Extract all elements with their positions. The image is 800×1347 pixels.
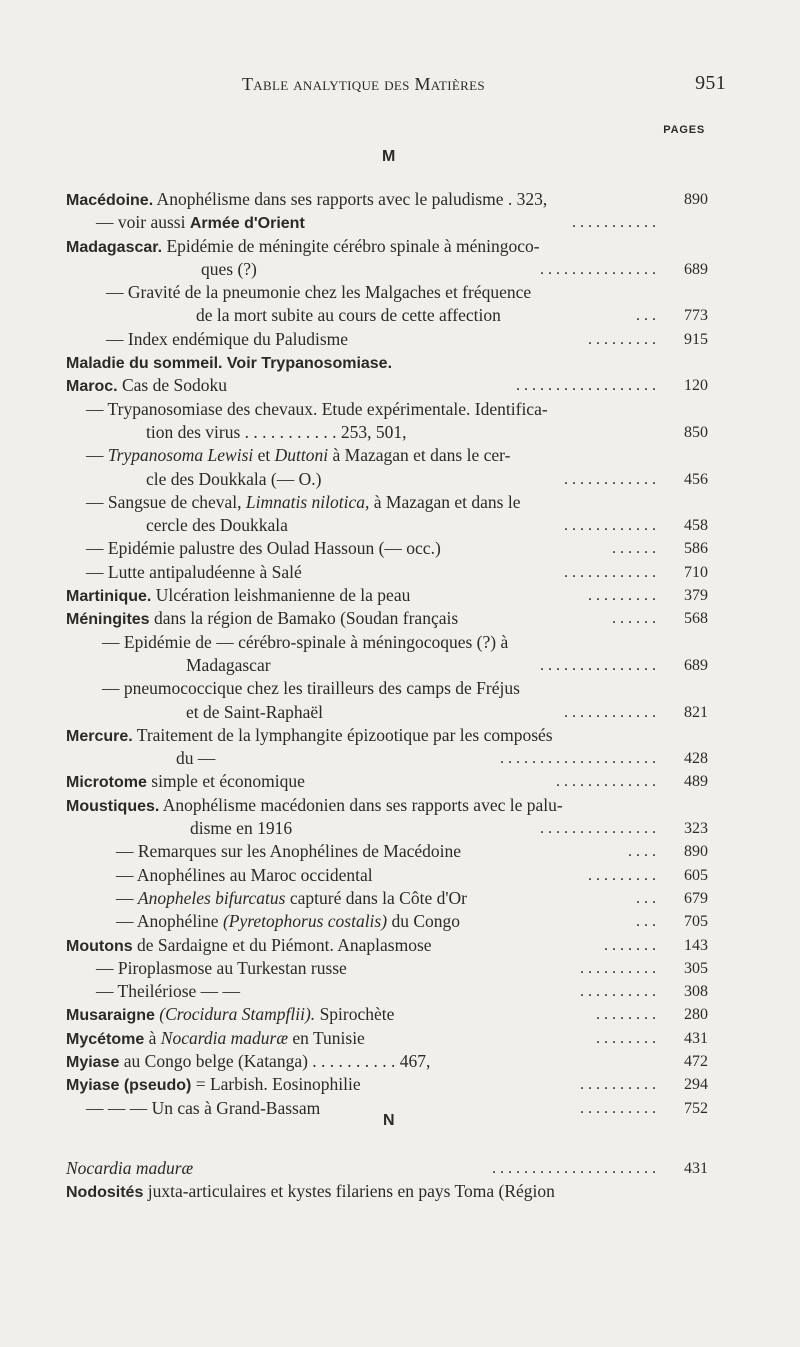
headword: Maroc. bbox=[66, 378, 118, 396]
page-reference: 280 bbox=[684, 1006, 708, 1024]
italic-term: Anopheles bifurcatus bbox=[137, 887, 286, 908]
text-run: Madagascar bbox=[186, 654, 271, 675]
index-line bbox=[66, 304, 708, 327]
index-line bbox=[66, 957, 708, 980]
text-run: Ulcération leishmanienne de la peau bbox=[151, 585, 411, 606]
dot-leader: . . . . . . . . bbox=[596, 1029, 656, 1047]
text-run: du — bbox=[176, 748, 216, 769]
page-reference: 568 bbox=[684, 610, 708, 628]
dot-leader: . . . bbox=[636, 913, 656, 931]
dot-leader: . . . . . . . . . . . . bbox=[564, 517, 656, 535]
text-run: — Epidémie palustre des Oulad Hassoun (— occ.) bbox=[86, 538, 441, 559]
entry-text bbox=[66, 584, 410, 608]
text-run: cercle des Doukkala bbox=[146, 515, 288, 536]
index-line bbox=[66, 444, 708, 467]
text-run: — Gravité de la pneumonie chez les Malgaches et fréquence bbox=[106, 282, 532, 303]
entry-text bbox=[66, 934, 432, 958]
index-line bbox=[66, 887, 708, 910]
text-run: et bbox=[253, 445, 275, 466]
running-title: Table analytique des Matières bbox=[242, 74, 485, 94]
index-line bbox=[66, 468, 708, 491]
headword: Méningites bbox=[66, 611, 150, 629]
page-reference: 294 bbox=[684, 1076, 708, 1094]
dot-leader: . . . . . . . . . . . . . . . . . . bbox=[516, 377, 656, 395]
page-reference: 821 bbox=[684, 703, 708, 721]
entry-text bbox=[66, 1003, 394, 1027]
page-reference: 752 bbox=[684, 1099, 708, 1117]
text-run: = Larbish. Eosinophilie bbox=[191, 1074, 361, 1095]
text-run: — Piroplasmose au Turkestan russe bbox=[96, 957, 347, 978]
dot-leader: . . . . . . . . . . . . bbox=[564, 703, 656, 721]
page-reference: 890 bbox=[684, 843, 708, 861]
text-run: — Remarques sur les Anophélines de Macédoine bbox=[116, 841, 462, 862]
dot-leader: . . . . . . . . . . . . . . . . . . . . bbox=[500, 750, 656, 768]
text-run: au Congo belge (Katanga) . . . . . . . . . . 467, bbox=[119, 1050, 431, 1071]
section-letter-m: M bbox=[382, 148, 396, 165]
text-run: Spirochète bbox=[315, 1004, 395, 1025]
entry-text bbox=[86, 398, 548, 421]
index-line bbox=[66, 421, 708, 444]
headword: Armée d'Orient bbox=[189, 215, 305, 233]
text-run: capturé dans la Côte d'Or bbox=[285, 887, 467, 908]
text-run: — pneumococcique chez les tirailleurs des camps de Fréjus bbox=[102, 678, 520, 699]
entry-text bbox=[176, 747, 215, 770]
page-reference: 428 bbox=[684, 750, 708, 768]
headword: Myiase (pseudo) bbox=[66, 1077, 192, 1095]
entry-text bbox=[66, 235, 540, 259]
text-run: — Anophéline bbox=[116, 911, 223, 932]
page-reference: 850 bbox=[684, 423, 708, 441]
entry-text bbox=[102, 631, 508, 654]
entry-text bbox=[86, 537, 441, 560]
headword: Mercure. bbox=[66, 727, 133, 745]
text-run: — Epidémie de — cérébro-spinale à méningocoques (?) à bbox=[102, 631, 509, 652]
entry-text bbox=[86, 444, 510, 467]
headword: Madagascar. bbox=[66, 238, 163, 256]
text-run: — Index endémique du Paludisme bbox=[106, 328, 349, 349]
page-reference: 890 bbox=[684, 191, 708, 208]
text-run: — — — Un cas à Grand-Bassam bbox=[86, 1097, 321, 1118]
section-letter-n: N bbox=[383, 1112, 395, 1129]
index-line bbox=[66, 584, 708, 607]
headword: Musaraigne bbox=[66, 1007, 155, 1025]
text-run: disme en 1916 bbox=[190, 818, 293, 839]
page-reference: 710 bbox=[684, 563, 708, 581]
index-line bbox=[66, 1157, 708, 1180]
entry-text bbox=[66, 1157, 193, 1180]
index-line bbox=[66, 258, 708, 281]
entry-text bbox=[66, 1073, 361, 1097]
index-line bbox=[66, 747, 708, 770]
entry-text bbox=[116, 840, 461, 863]
index-line bbox=[66, 724, 708, 747]
headword: Maladie du sommeil. Voir Trypanosomiase. bbox=[66, 355, 393, 373]
entry-text bbox=[66, 607, 458, 631]
dot-leader: . . . . . . . . . . . . . bbox=[556, 773, 656, 791]
text-run: ques (?) bbox=[201, 258, 257, 279]
page-reference: 458 bbox=[684, 517, 708, 535]
dot-leader: . . . . . . . . . . . . . . . . . . . . . bbox=[492, 1160, 656, 1177]
text-run: Anophélisme dans ses rapports avec le paludisme . 323, bbox=[153, 189, 548, 209]
page-reference: 489 bbox=[684, 773, 708, 791]
text-run: — bbox=[86, 445, 108, 466]
page-number: 951 bbox=[695, 72, 726, 94]
text-run: juxta-articulaires et kystes filariens en pays Toma (Région bbox=[143, 1181, 555, 1202]
page-reference: 915 bbox=[684, 330, 708, 348]
italic-term: Trypanosoma Lewisi bbox=[107, 445, 254, 466]
italic-term: Nocardia maduræ bbox=[160, 1027, 288, 1048]
entry-text bbox=[66, 1180, 555, 1204]
page-reference: 689 bbox=[684, 656, 708, 674]
dot-leader: . . . . bbox=[628, 843, 656, 861]
dot-leader: . . . bbox=[636, 889, 656, 907]
entry-text bbox=[146, 421, 407, 444]
text-run: — bbox=[116, 887, 138, 908]
index-line bbox=[66, 491, 708, 514]
page-reference: 689 bbox=[684, 260, 708, 278]
page-reference: 120 bbox=[684, 377, 708, 395]
text-run: du Congo bbox=[387, 911, 460, 932]
dot-leader: . . . . . . bbox=[612, 540, 656, 558]
entry-text bbox=[186, 701, 323, 724]
text-run: en Tunisie bbox=[288, 1027, 365, 1048]
text-run: Anophélisme macédonien dans ses rapports avec le palu- bbox=[159, 794, 563, 815]
entry-text bbox=[86, 491, 520, 514]
text-run: Epidémie de méningite cérébro spinale à méningoco- bbox=[162, 235, 540, 256]
index-line bbox=[66, 840, 708, 863]
index-line bbox=[66, 701, 708, 724]
text-run: à Mazagan et dans le bbox=[369, 491, 521, 512]
page-reference: 379 bbox=[684, 587, 708, 605]
index-line bbox=[66, 677, 708, 700]
index-line bbox=[66, 328, 708, 351]
dot-leader: . . . bbox=[636, 307, 656, 325]
text-run: Cas de Sodoku bbox=[117, 375, 227, 396]
index-line bbox=[66, 794, 708, 817]
dot-leader: . . . . . . . . . bbox=[588, 587, 656, 605]
page-reference: 456 bbox=[684, 470, 708, 488]
index-line bbox=[66, 235, 708, 258]
italic-term: Duttoni bbox=[274, 445, 329, 466]
index-line bbox=[66, 1073, 708, 1096]
dot-leader: . . . . . . . . . . . bbox=[572, 214, 656, 232]
page-reference: 431 bbox=[684, 1160, 708, 1177]
index-line bbox=[66, 351, 708, 374]
text-run: — Sangsue de cheval, bbox=[86, 491, 246, 512]
headword: Microtome bbox=[66, 774, 147, 792]
text-run: à bbox=[144, 1027, 161, 1048]
dot-leader: . . . . . . . . . bbox=[588, 866, 656, 884]
section-m-entries bbox=[66, 188, 708, 1120]
text-run: Traitement de la lymphangite épizootique par les composés bbox=[132, 724, 553, 745]
page-reference: 305 bbox=[684, 959, 708, 977]
headword: Nodosités bbox=[66, 1184, 144, 1202]
index-line bbox=[66, 374, 708, 397]
italic-term: Nocardia maduræ bbox=[66, 1158, 194, 1178]
index-line bbox=[66, 980, 708, 1003]
headword: Macédoine. bbox=[66, 192, 154, 209]
dot-leader: . . . . . . . . . . . . . . . bbox=[540, 820, 656, 838]
index-line bbox=[66, 398, 708, 421]
dot-leader: . . . . . . . bbox=[604, 936, 656, 954]
text-run: à Mazagan et dans le cer- bbox=[328, 445, 511, 466]
entry-text bbox=[66, 188, 547, 212]
page-reference: 705 bbox=[684, 913, 708, 931]
page-reference: 773 bbox=[684, 307, 708, 325]
italic-term: (Crocidura Stampflii). bbox=[159, 1004, 316, 1025]
text-run: simple et économique bbox=[146, 771, 305, 792]
index-line bbox=[66, 631, 708, 654]
index-line bbox=[66, 281, 708, 304]
index-line bbox=[66, 514, 708, 537]
text-run: — Theilériose — — bbox=[96, 981, 241, 1002]
text-run: cle des Doukkala (— O.) bbox=[146, 468, 322, 489]
entry-text bbox=[116, 887, 467, 910]
index-line bbox=[66, 817, 708, 840]
italic-term: Limnatis nilotica, bbox=[245, 491, 370, 512]
entry-text bbox=[102, 677, 520, 700]
index-line bbox=[66, 934, 708, 957]
index-line bbox=[66, 770, 708, 793]
text-run: — Trypanosomiase des chevaux. Etude expérimentale. Identifica- bbox=[86, 398, 548, 419]
index-line bbox=[66, 1180, 708, 1203]
text-run: tion des virus . . . . . . . . . . . 253, 501, bbox=[146, 421, 407, 442]
dot-leader: . . . . . . . . . . . . . . . bbox=[540, 260, 656, 278]
entry-text bbox=[86, 1097, 320, 1120]
entry-text bbox=[96, 211, 305, 235]
dot-leader: . . . . . . . . . . . . . . . bbox=[540, 656, 656, 674]
index-line bbox=[66, 910, 708, 933]
headword: Mycétome bbox=[66, 1030, 145, 1048]
page-reference: 143 bbox=[684, 936, 708, 954]
headword: Myiase bbox=[66, 1053, 120, 1071]
index-line bbox=[66, 654, 708, 677]
dot-leader: . . . . . . . . bbox=[596, 1006, 656, 1024]
index-line bbox=[66, 188, 708, 211]
dot-leader: . . . . . . . . . . bbox=[580, 983, 656, 1001]
entry-text bbox=[196, 304, 501, 327]
index-line bbox=[66, 1027, 708, 1050]
page-reference: 431 bbox=[684, 1029, 708, 1047]
page-reference: 472 bbox=[684, 1052, 708, 1070]
dot-leader: . . . . . . . . . . bbox=[580, 959, 656, 977]
text-run: et de Saint-Raphaël bbox=[186, 701, 324, 722]
page-reference: 679 bbox=[684, 889, 708, 907]
text-run: — voir aussi bbox=[96, 212, 190, 233]
dot-leader: . . . . . . . . . bbox=[588, 330, 656, 348]
page-reference: 605 bbox=[684, 866, 708, 884]
dot-leader: . . . . . . bbox=[612, 610, 656, 628]
index-line bbox=[66, 561, 708, 584]
text-run: de la mort subite au cours de cette affection bbox=[196, 305, 501, 326]
entry-text bbox=[190, 817, 292, 840]
dot-leader: . . . . . . . . . . bbox=[580, 1076, 656, 1094]
headword: Martinique. bbox=[66, 588, 152, 606]
page-reference: 586 bbox=[684, 540, 708, 558]
index-line bbox=[66, 864, 708, 887]
entry-text bbox=[66, 1027, 365, 1051]
italic-term: (Pyretophorus costalis) bbox=[222, 911, 388, 932]
entry-text bbox=[186, 654, 271, 677]
entry-text bbox=[86, 561, 302, 584]
entry-text bbox=[96, 980, 240, 1003]
dot-leader: . . . . . . . . . . . . bbox=[564, 470, 656, 488]
pages-column-label: PAGES bbox=[663, 124, 705, 136]
text-run: dans la région de Bamako (Soudan français bbox=[149, 608, 459, 629]
entry-text bbox=[116, 864, 373, 887]
headword: Moutons bbox=[66, 937, 133, 955]
dot-leader: . . . . . . . . . . . . bbox=[564, 563, 656, 581]
entry-text bbox=[96, 957, 347, 980]
entry-text bbox=[146, 514, 288, 537]
index-line bbox=[66, 537, 708, 560]
entry-text bbox=[66, 351, 392, 375]
entry-text bbox=[66, 374, 227, 398]
entry-text bbox=[66, 1050, 430, 1074]
entry-text bbox=[66, 724, 553, 748]
entry-text bbox=[66, 794, 563, 818]
text-run: — Anophélines au Maroc occidental bbox=[116, 864, 373, 885]
page-reference: 323 bbox=[684, 820, 708, 838]
index-line bbox=[66, 1003, 708, 1026]
entry-text bbox=[66, 770, 305, 794]
entry-text bbox=[106, 281, 531, 304]
section-n-entries bbox=[66, 1157, 708, 1204]
headword: Moustiques. bbox=[66, 797, 160, 815]
page-reference: 308 bbox=[684, 983, 708, 1001]
dot-leader: . . . . . . . . . . bbox=[580, 1099, 656, 1117]
entry-text bbox=[116, 910, 460, 933]
text-run: de Sardaigne et du Piémont. Anaplasmose bbox=[132, 934, 432, 955]
entry-text bbox=[201, 258, 257, 281]
entry-text bbox=[106, 328, 348, 351]
index-line bbox=[66, 1050, 708, 1073]
text-run: — Lutte antipaludéenne à Salé bbox=[86, 561, 302, 582]
index-line bbox=[66, 211, 708, 234]
index-line bbox=[66, 607, 708, 630]
entry-text bbox=[146, 468, 321, 491]
